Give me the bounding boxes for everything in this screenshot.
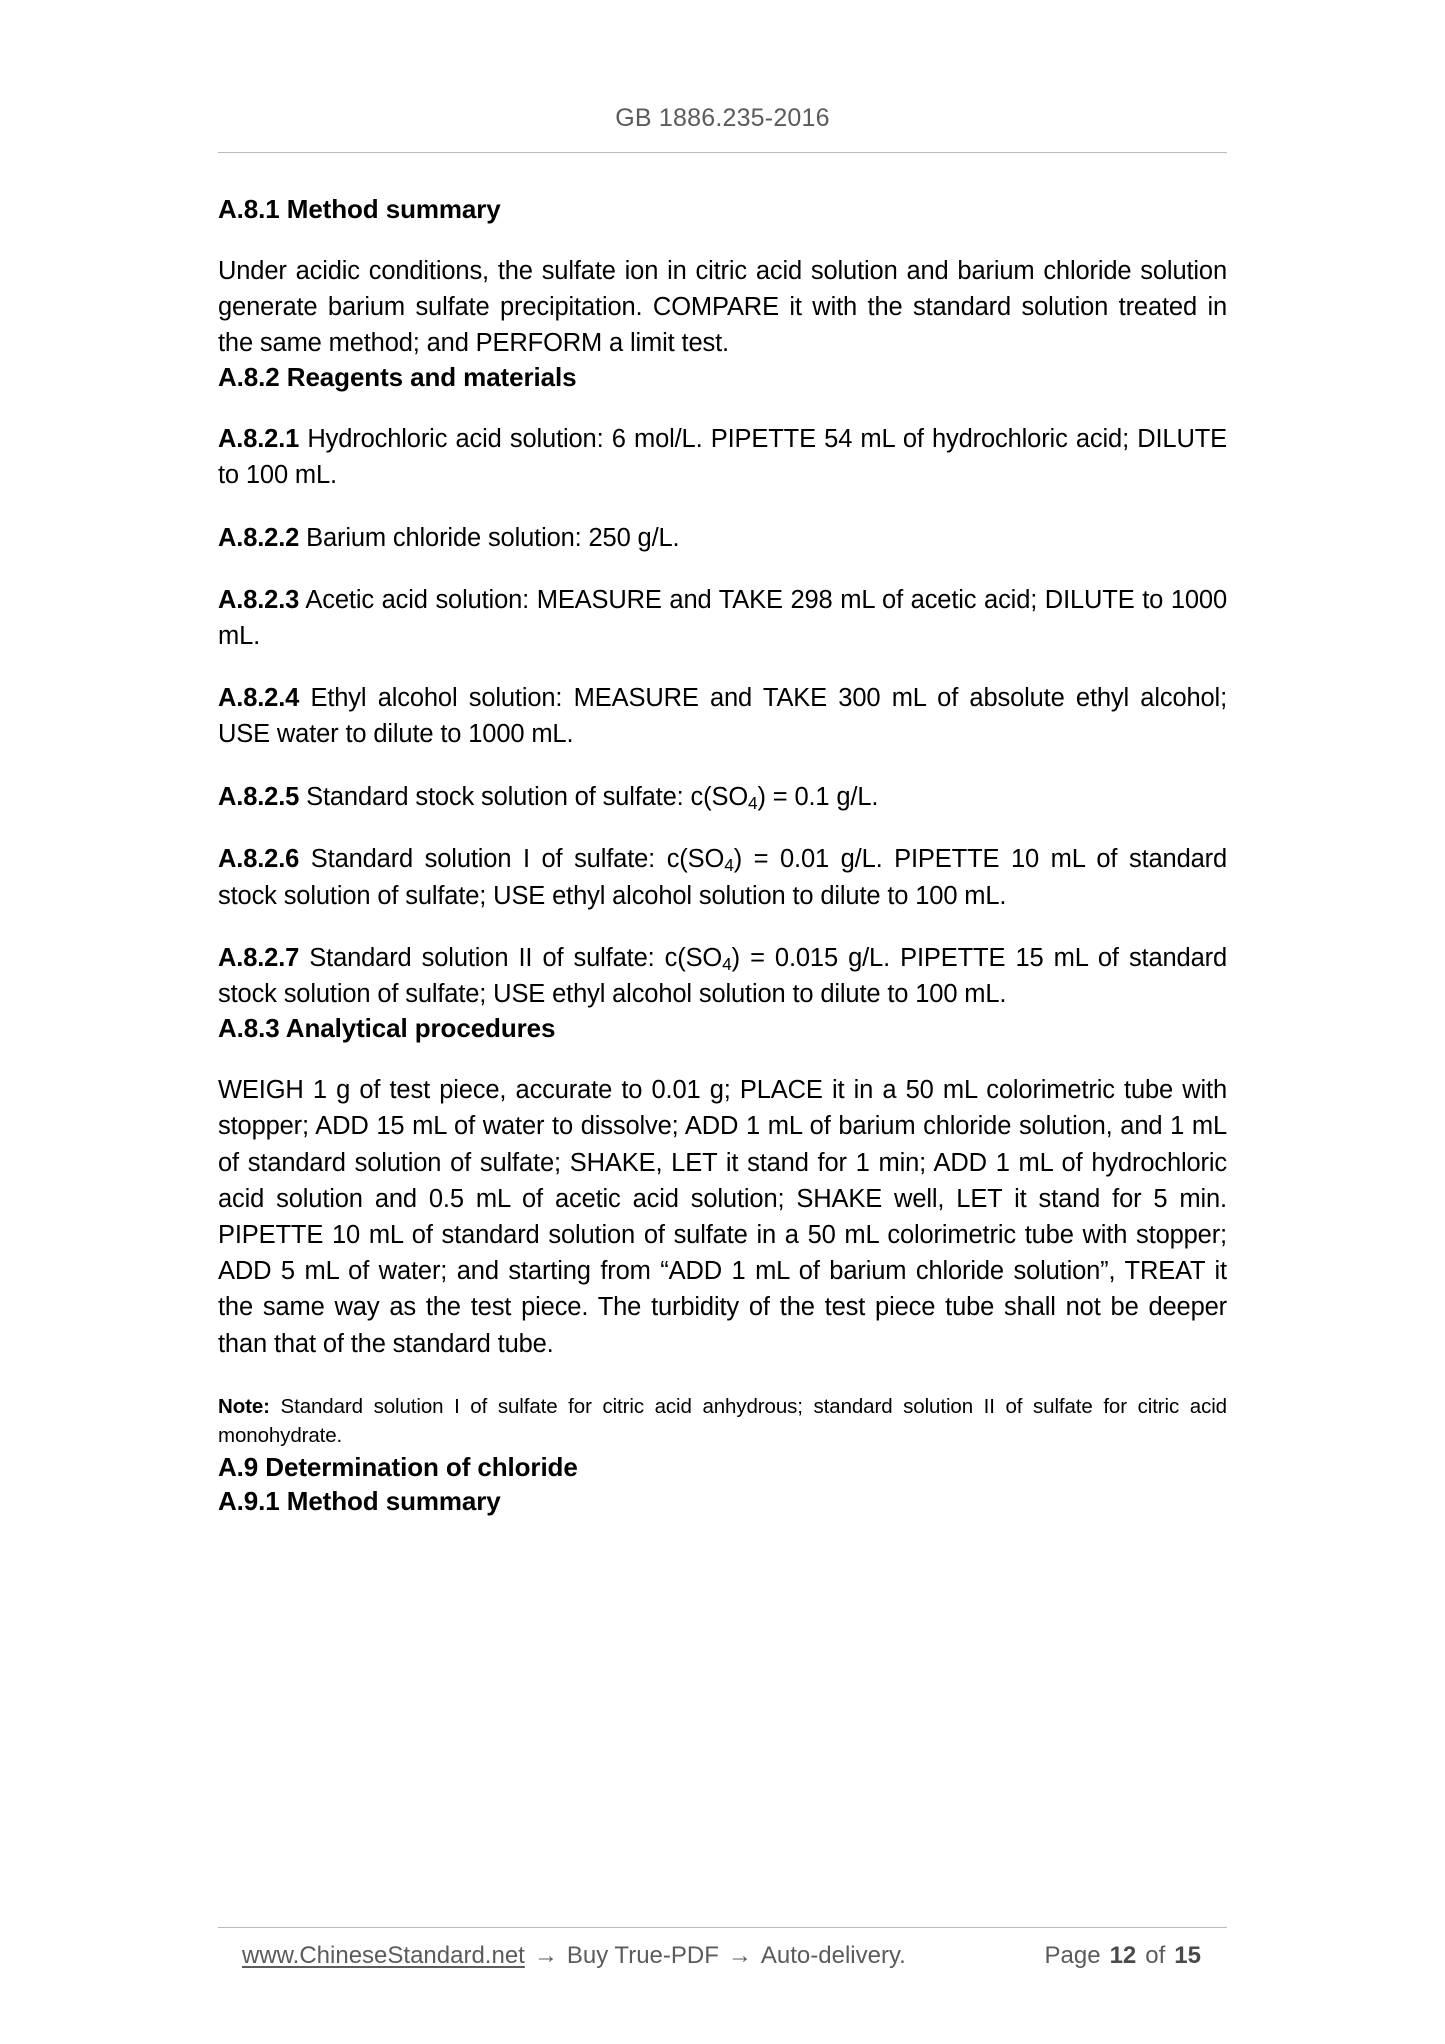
page-content-column [218, 0, 1227, 2044]
paragraph-a-8-2-2 [218, 520, 1227, 556]
paragraph-a-8-2-4 [218, 680, 1227, 752]
footer-delivery-label: Auto-delivery. [760, 1942, 906, 1969]
clause-text-a-8-2-5-pre: Standard stock solution of sulfate: c(SO [306, 782, 749, 811]
footer-website-link[interactable]: www.ChineseStandard.net [242, 1942, 525, 1969]
page-footer [218, 1927, 1227, 1970]
note-text: Standard solution I of sulfate for citric acid anhydrous; standard solution II of sulfate for citric acid monohydrate. [218, 1394, 1227, 1448]
clause-text-a-8-2-3: Acetic acid solution: MEASURE and TAKE 298 mL of acetic acid; DILUTE to 1000 mL. [218, 585, 1227, 651]
footer-promo-group [218, 1942, 906, 1970]
clause-number-a-8-2-7: A.8.2.7 [218, 943, 300, 972]
heading-a-8-2: A.8.2 Reagents and materials [218, 362, 577, 393]
paragraph-a-8-1-body: Under acidic conditions, the sulfate ion in citric acid solution and barium chloride solution generate barium sulfate precipitation. COMPARE it with the standard solution treated in the same method; and PERFORM a limit test. [218, 256, 1227, 358]
paragraph-a-8-2-7 [218, 940, 1227, 1013]
footer-divider [218, 1927, 1227, 1928]
clause-text-a-8-2-2: Barium chloride solution: 250 g/L. [306, 523, 680, 552]
arrow-right-icon-1: → [533, 1942, 558, 1969]
clause-number-a-8-2-3: A.8.2.3 [218, 585, 300, 614]
page-word-label: Page [1044, 1942, 1101, 1969]
heading-a-9-1: A.9.1 Method summary [218, 1486, 501, 1516]
clause-text-a-8-2-6-pre: Standard solution I of sulfate: c(SO [310, 845, 725, 874]
clause-number-a-8-2-1: A.8.2.1 [218, 425, 300, 454]
clause-number-a-8-2-2: A.8.2.2 [218, 523, 300, 552]
footer-row [218, 1942, 1227, 1970]
current-page-number: 12 [1109, 1942, 1137, 1969]
subscript-sulfate-a-8-2-7: 4 [722, 953, 732, 974]
clause-text-a-8-2-7-post: ) = 0.015 g/L. PIPETTE 15 mL of standard stock solution of sulfate; USE ethyl alcohol solution to dilute to 100 mL. [218, 943, 1227, 1009]
page-header [218, 0, 1227, 153]
standard-number: GB 1886.235-2016 [615, 104, 830, 132]
document-body [218, 153, 1227, 1519]
page-of-label: of [1145, 1942, 1166, 1969]
subscript-sulfate-a-8-2-6: 4 [724, 854, 734, 875]
note-label: Note: [218, 1394, 270, 1418]
clause-text-a-8-2-1: Hydrochloric acid solution: 6 mol/L. PIPETTE 54 mL of hydrochloric acid; DILUTE to 100 mL. [218, 425, 1227, 490]
paragraph-a-8-2-3 [218, 582, 1227, 654]
note-block [218, 1392, 1227, 1451]
page-indicator [1045, 1942, 1227, 1970]
footer-buy-label: Buy True-PDF [566, 1942, 719, 1969]
clause-text-a-8-2-7-pre: Standard solution II of sulfate: c(SO [309, 943, 723, 972]
total-page-number: 15 [1174, 1942, 1201, 1969]
arrow-right-icon-2: → [727, 1942, 752, 1969]
clause-number-a-8-2-5: A.8.2.5 [218, 782, 300, 811]
paragraph-a-8-3-body: WEIGH 1 g of test piece, accurate to 0.01 g; PLACE it in a 50 mL colorimetric tube with stopper; ADD 15 mL of water to dissolve; ADD 1 mL of barium chloride solution, and 1 mL of standard solution of sulfate; SHAKE, LET it stand for 1 min; ADD 1 mL of hydrochloric acid solution and 0.5 mL of acetic acid solution; SHAKE well, LET it stand for 5 min. PIPETTE 10 mL of standard solution of sulfate in a 50 mL colorimetric tube with stopper; ADD 5 mL of water; and starting from “ADD 1 mL of barium chloride solution”, TREAT it the same way as the test piece. The turbidity of the test piece tube shall not be deeper than that of the standard tube. [218, 1076, 1227, 1358]
clause-text-a-8-2-4: Ethyl alcohol solution: MEASURE and TAKE 300 mL of absolute ethyl alcohol; USE water to dilute to 1000 mL. [218, 684, 1227, 749]
heading-a-8-3: A.8.3 Analytical procedures [218, 1013, 556, 1044]
heading-a-8-1: A.8.1 Method summary [218, 194, 501, 224]
clause-number-a-8-2-6: A.8.2.6 [218, 845, 300, 874]
heading-a-9: A.9 Determination of chloride [218, 1452, 578, 1483]
subscript-sulfate-a-8-2-5: 4 [748, 792, 758, 813]
clause-text-a-8-2-6-post: ) = 0.01 g/L. PIPETTE 10 mL of standard stock solution of sulfate; USE ethyl alcohol solution to dilute to 100 mL. [218, 845, 1228, 910]
clause-text-a-8-2-5-post: ) = 0.1 g/L. [757, 782, 879, 811]
paragraph-a-8-2-6 [218, 841, 1227, 914]
clause-number-a-8-2-4: A.8.2.4 [218, 684, 300, 713]
paragraph-a-8-2-1 [218, 421, 1227, 493]
paragraph-a-8-2-5 [218, 779, 1227, 815]
